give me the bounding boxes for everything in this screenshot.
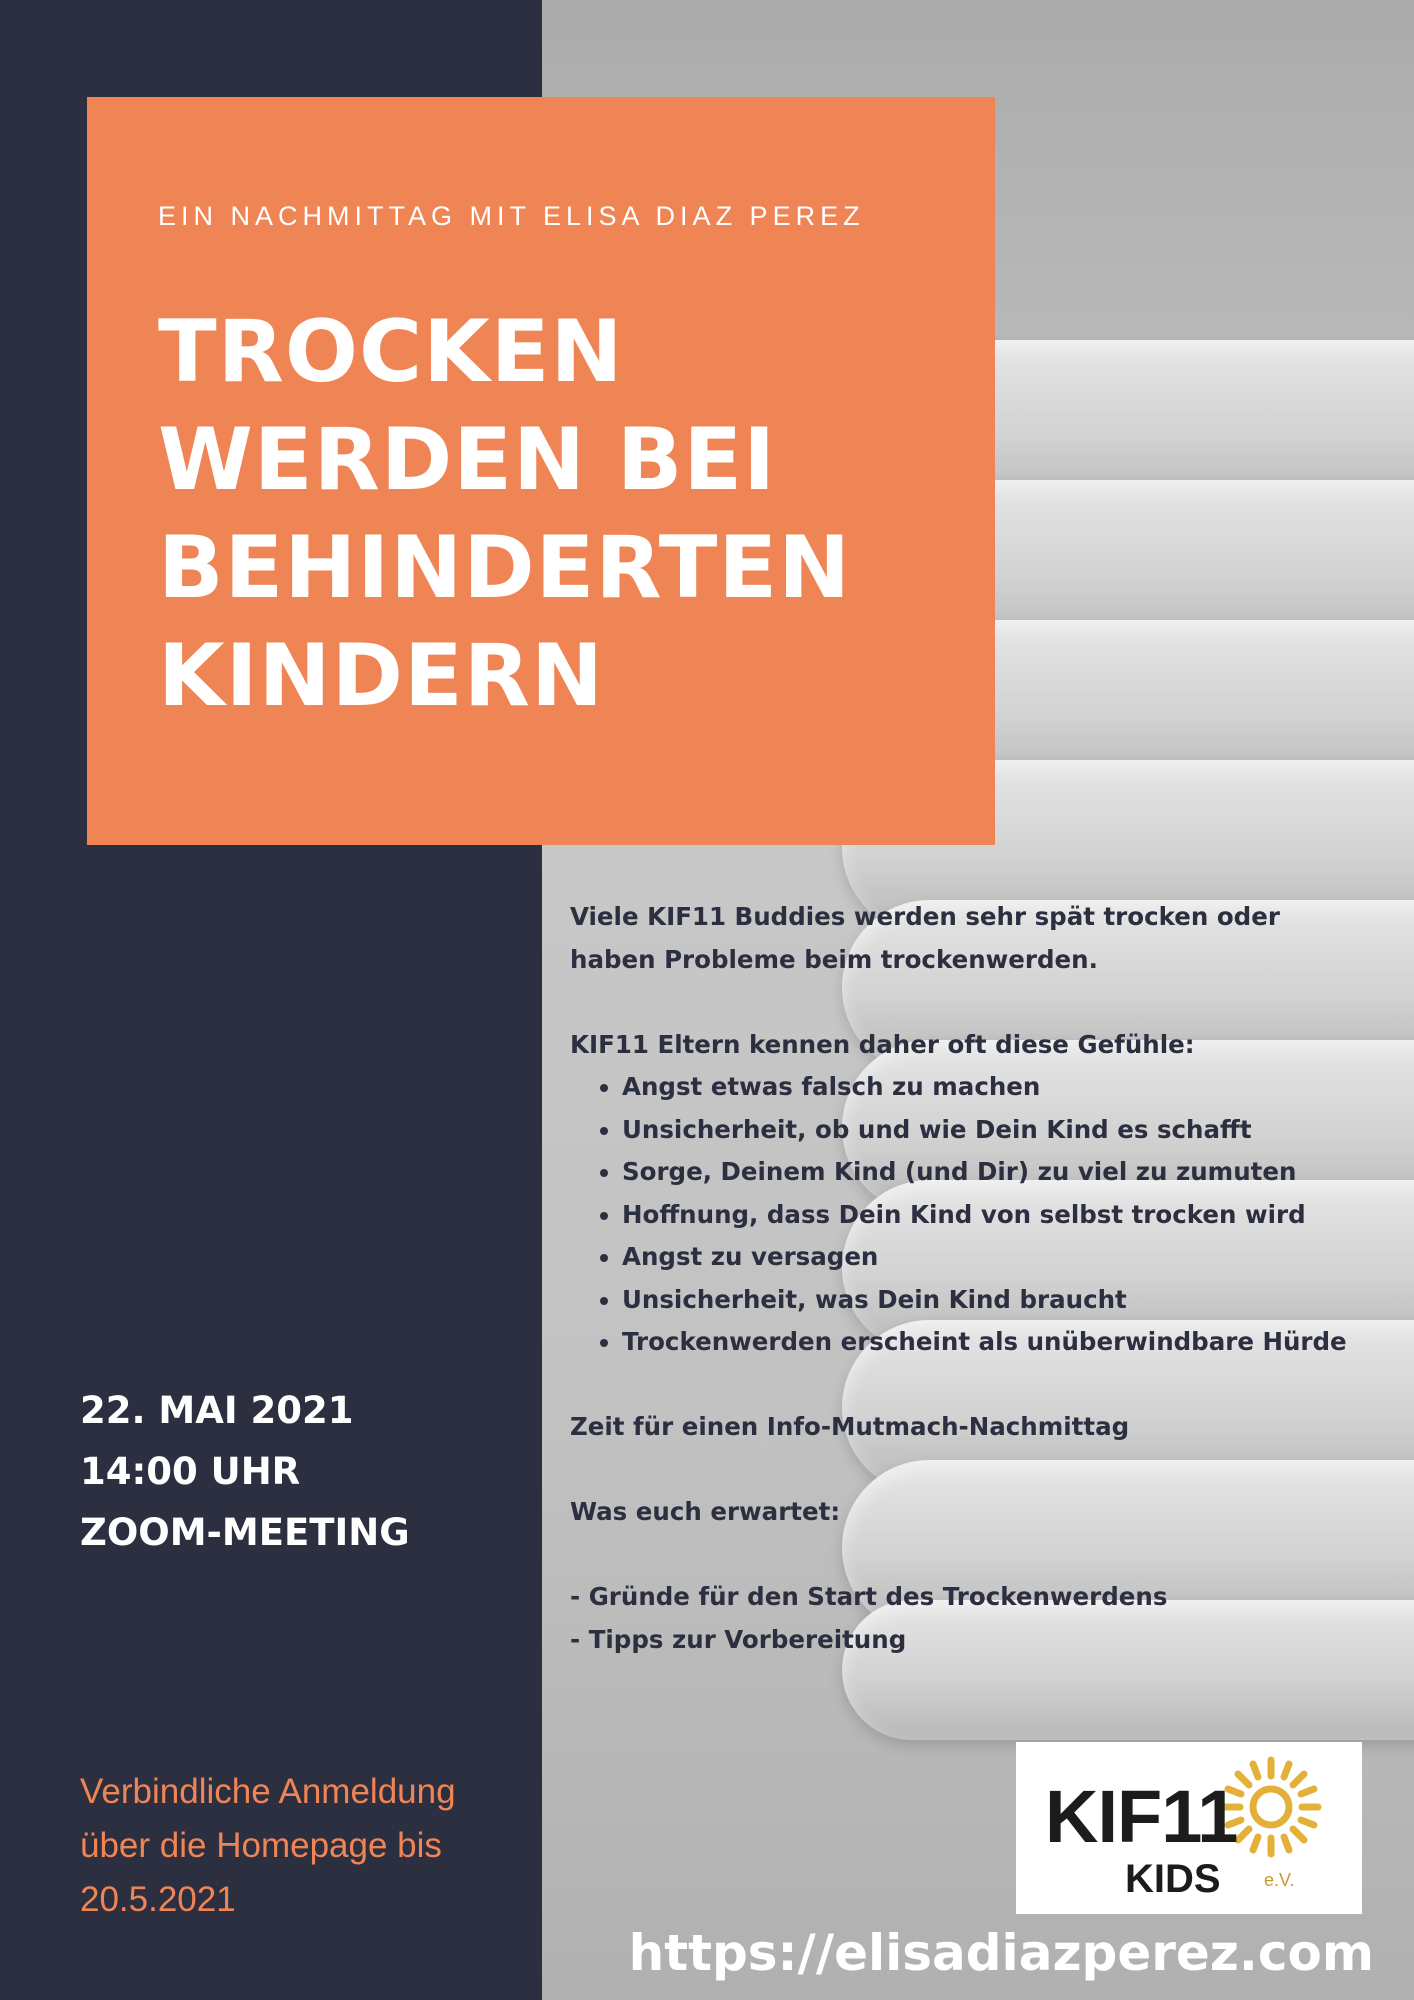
event-place: ZOOM-MEETING <box>80 1511 410 1554</box>
registration-line: über die Homepage bis <box>80 1826 442 1865</box>
expect-item: - Gründe für den Start des Trockenwerdens <box>570 1582 1168 1611</box>
list-item: • Sorge, Deinem Kind (und Dir) zu viel zu zumuten <box>622 1151 1390 1194</box>
expect-item: - Tipps zur Vorbereitung <box>570 1624 907 1654</box>
intro-line: Viele KIF11 Buddies werden sehr spät trocken oder <box>570 902 1280 931</box>
registration-line: Verbindliche Anmeldung <box>80 1772 456 1811</box>
logo-kids: KIDS <box>1125 1857 1221 1901</box>
event-details <box>80 1380 410 1563</box>
title-line: KINDERN <box>158 626 604 726</box>
description <box>570 896 1390 1661</box>
registration-line: 20.5.2021 <box>80 1880 236 1919</box>
event-time: 14:00 UHR <box>80 1450 301 1493</box>
list-item: • Unsicherheit, ob und wie Dein Kind es schafft <box>622 1109 1390 1152</box>
title-line: WERDEN BEI <box>158 410 777 510</box>
call-to-action: Zeit für einen Info-Mutmach-Nachmittag <box>570 1412 1130 1441</box>
event-title <box>158 298 851 730</box>
title-line: TROCKEN <box>158 302 624 402</box>
list-item: • Trockenwerden erscheint als unüberwindbare Hürde <box>622 1321 1390 1364</box>
list-item: • Angst zu versagen <box>622 1236 1390 1279</box>
logo-wordmark: KIF11 <box>1045 1775 1238 1858</box>
logo-ev: e.V. <box>1264 1870 1295 1890</box>
intro-line: haben Probleme beim trockenwerden. <box>570 944 1098 974</box>
list-item: • Hoffnung, dass Dein Kind von selbst trocken wird <box>622 1194 1390 1237</box>
event-date: 22. MAI 2021 <box>80 1389 354 1432</box>
list-item: • Angst etwas falsch zu machen <box>622 1066 1390 1109</box>
expect-heading: Was euch erwartet: <box>570 1497 841 1526</box>
title-line: BEHINDERTEN <box>158 518 852 618</box>
kif11-kids-logo <box>1016 1742 1362 1914</box>
feelings-heading: KIF11 Eltern kennen daher oft diese Gefühle: <box>570 1029 1195 1059</box>
registration-note <box>80 1765 520 1927</box>
list-item: • Unsicherheit, was Dein Kind braucht <box>622 1279 1390 1322</box>
event-subtitle: EIN NACHMITTAG MIT ELISA DIAZ PEREZ <box>158 201 865 231</box>
website-url: https://elisadiazperez.com <box>628 1924 1374 1982</box>
feelings-list <box>570 1066 1390 1364</box>
